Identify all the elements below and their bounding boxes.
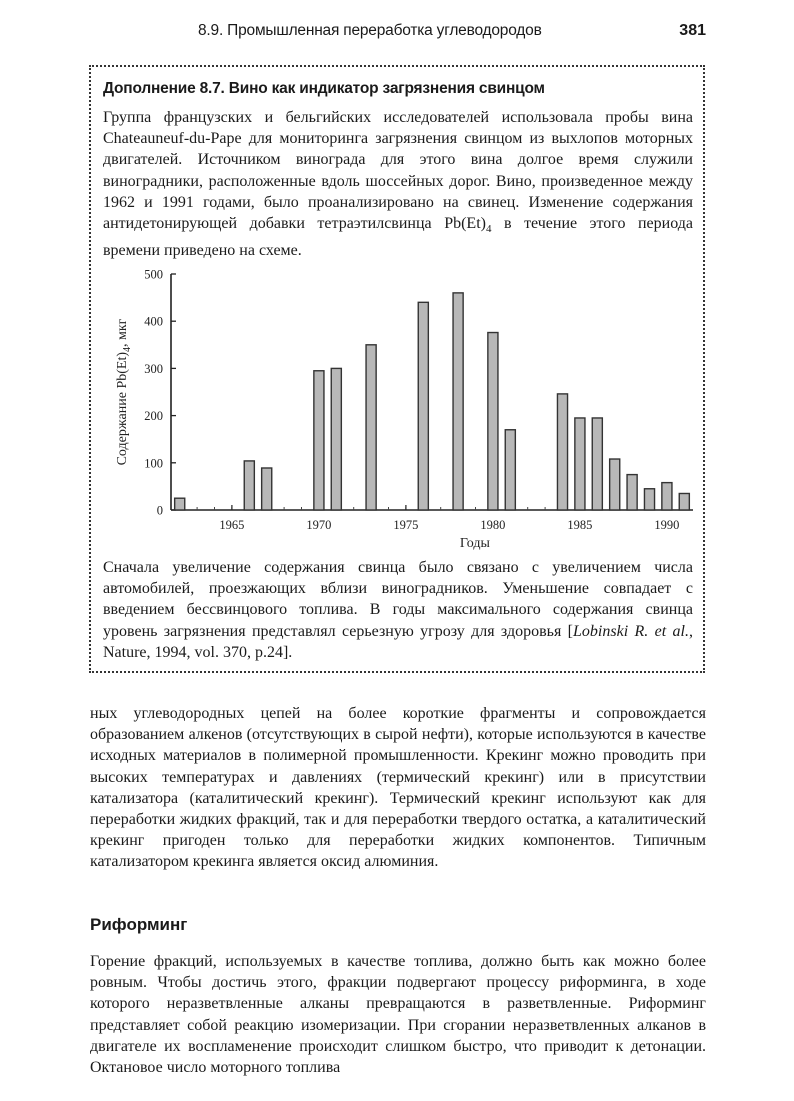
bar-1966 xyxy=(244,461,254,510)
bar-1990 xyxy=(662,483,672,510)
section-heading: Риформинг xyxy=(90,915,188,934)
bar-1984 xyxy=(557,394,567,510)
bar-1962 xyxy=(175,498,185,510)
bar-1987 xyxy=(610,459,620,510)
x-tick-label: 1965 xyxy=(219,518,245,532)
x-tick-label: 1975 xyxy=(393,518,419,532)
box-title: Дополнение 8.7. Вино как индикатор загрязнения свинцом xyxy=(103,80,545,97)
caption-authors: Lobinski R. et al. xyxy=(573,622,689,640)
running-title: 8.9. Промышленная переработка углеводородов xyxy=(198,22,542,39)
bar-1989 xyxy=(644,489,654,510)
bar-1980 xyxy=(488,333,498,510)
caption-text: Сначала увеличение содержания свинца было связано с увеличением числа автомобилей, проезжающих вблизи виноградников. Уменьшение совпадает с введением бессвинцового топлива. В годы максимального содержания свинца уровень загрязнения представлял серьезную угрозу для здоровья [ xyxy=(103,559,693,640)
caption-reference: , Nature, 1994, vol. 370, p.24]. xyxy=(103,622,693,661)
bar-1967 xyxy=(262,468,272,510)
formula-subscript: 4 xyxy=(485,223,492,236)
y-axis-title xyxy=(115,318,133,465)
y-tick-label: 400 xyxy=(144,314,163,329)
x-tick-label: 1970 xyxy=(306,518,332,532)
y-tick-label: 300 xyxy=(144,361,163,376)
box-caption xyxy=(103,557,693,663)
intro-tail: в течение этого периода времени приведено на схеме. xyxy=(103,215,694,260)
y-tick-label: 100 xyxy=(144,456,163,471)
y-tick-label: 200 xyxy=(144,409,163,424)
x-tick-label: 1980 xyxy=(480,518,506,532)
bar-1991 xyxy=(679,493,689,510)
y-tick-label: 500 xyxy=(144,267,163,282)
page-number: 381 xyxy=(679,22,706,39)
bar-1985 xyxy=(575,418,585,510)
x-tick-label: 1985 xyxy=(567,518,593,532)
intro-text: Группа французских и бельгийских исследователей использовала пробы вина Chateauneuf-du-Pape для мониторинга загрязнения свинцом из выхлопов моторных двигателей. Источником винограда для этого вина долгое время служили виноградники, расположенные вдоль шоссейных дорог. Вино, произведенное между 1962 и 1991 годами, было проанализировано на свинец. Изменение содержания антидетонирующей добавки тетраэтилсвинца xyxy=(103,109,693,233)
bar-1970 xyxy=(314,371,324,510)
chart-bars xyxy=(175,293,690,510)
x-tick-label: 1990 xyxy=(654,518,680,532)
bar-1973 xyxy=(366,345,376,510)
running-head xyxy=(90,22,706,44)
formula-main: Pb(Et) xyxy=(444,215,486,233)
y-axis-title-unit: , мкг xyxy=(115,318,130,347)
bar-1981 xyxy=(505,430,515,510)
bar-1976 xyxy=(418,302,428,510)
body-paragraph-1: ных углеводородных цепей на более короткие фрагменты и сопровождается образованием алкенов (отсутствующих в сырой нефти), которые используются в качестве исходных материалов в полимерной промышленности. Крекинг можно проводить при высоких температурах и давлениях (термический крекинг) или в присутствии катализатора (каталитический крекинг). Термический крекинг используют как для переработки жидких фракций, так и для переработки твердого остатка, а каталитический крекинг пригоден только для переработки жидких компонентов. Типичным катализатором крекинга является оксид алюминия. xyxy=(90,705,706,871)
bar-1988 xyxy=(627,475,637,510)
bar-1978 xyxy=(453,293,463,510)
y-tick-label: 0 xyxy=(156,503,163,518)
x-axis-title: Годы xyxy=(459,536,490,551)
bar-1986 xyxy=(592,418,602,510)
y-axis-title-main: Содержание Pb(Et) xyxy=(115,351,130,466)
bar-chart xyxy=(91,257,703,557)
supplement-box xyxy=(89,65,705,673)
bar-1971 xyxy=(331,368,341,510)
formula xyxy=(444,215,492,236)
body-paragraph-2: Горение фракций, используемых в качестве топлива, должно быть как можно более ровным. Чтобы достичь этого, фракции подвергают процессу риформинга, в ходе которого неразветвленные алканы превращаются в разветвленные. Риформинг представляет собой реакцию изомеризации. При сгорании неразветвленных алканов в двигателе их воспламенение происходит слишком быстро, что приводит к детонации. Октановое число моторного топлива xyxy=(90,953,706,1077)
y-axis-title-subscript: 4 xyxy=(122,346,133,352)
box-intro-text xyxy=(103,107,693,262)
